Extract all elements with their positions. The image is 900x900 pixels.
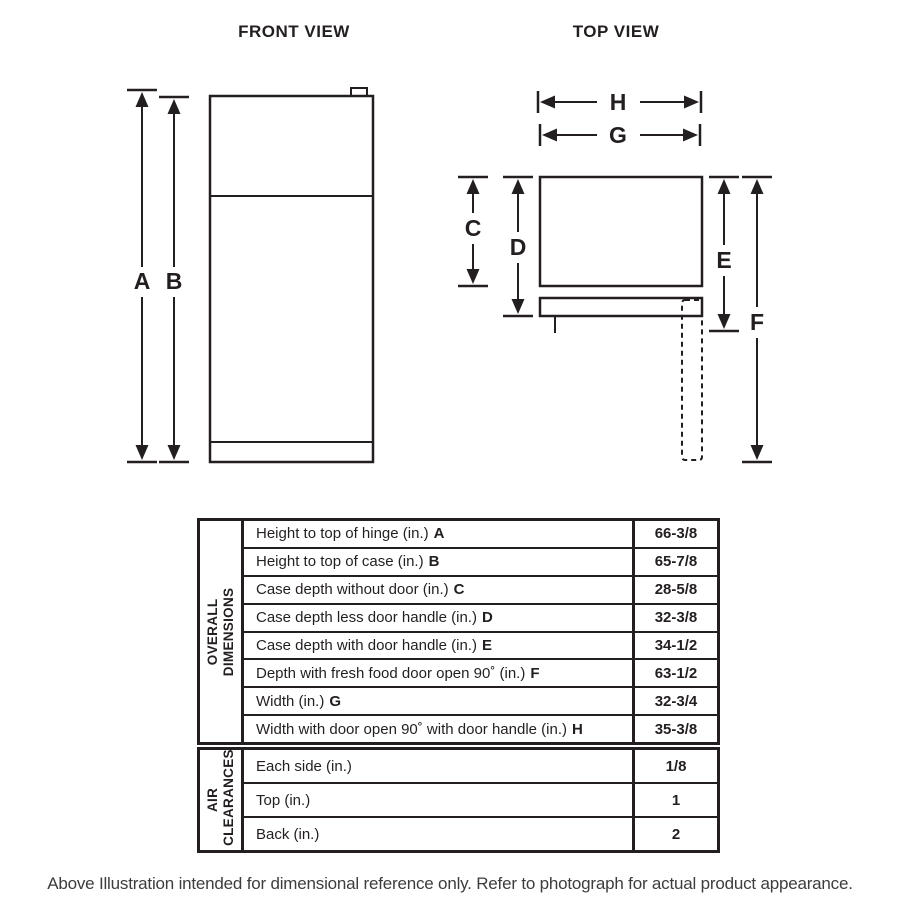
row-value: 63-1/2 [632, 660, 717, 686]
top-door-outline [540, 298, 702, 316]
row-value: 34-1/2 [632, 633, 717, 659]
dimension-e [709, 177, 739, 331]
row-value: 1/8 [632, 750, 717, 782]
dimension-c [458, 177, 488, 286]
row-letter: B [428, 553, 440, 571]
overall-dimensions-header [200, 521, 244, 742]
air-clearances-header [200, 750, 244, 850]
table-row [244, 818, 717, 850]
dimension-label-c: C [464, 215, 482, 241]
top-open-door-dashed [682, 300, 702, 460]
dimension-label-a: A [133, 268, 151, 294]
dimension-d [503, 177, 533, 316]
row-value: 35-3/8 [632, 716, 717, 742]
table-row [244, 549, 717, 577]
row-letter: D [481, 609, 493, 627]
row-letter: G [329, 692, 342, 710]
front-case-outline [210, 96, 373, 462]
front-view-drawing [210, 88, 373, 462]
table-row [244, 784, 717, 818]
row-label: Case depth less door handle (in.) [256, 609, 477, 627]
front-view-title: FRONT VIEW [238, 22, 350, 41]
row-letter: C [453, 581, 465, 599]
row-letter: F [530, 664, 540, 682]
overall-dimensions-section [197, 518, 720, 745]
spec-table [197, 518, 720, 853]
dimension-label-b: B [165, 268, 183, 294]
table-row [244, 660, 717, 688]
dimension-label-f: F [749, 309, 765, 335]
top-view-drawing [540, 177, 702, 460]
row-letter: A [433, 525, 445, 543]
row-label: Depth with fresh food door open 90˚ (in.) [256, 664, 526, 682]
table-row [244, 577, 717, 605]
row-value: 32-3/4 [632, 688, 717, 714]
dimension-label-h: H [609, 89, 627, 115]
table-row [244, 605, 717, 633]
footer-note: Above Illustration intended for dimensional reference only. Refer to photograph for actual product appearance. [47, 874, 853, 893]
row-label: Width with door open 90˚ with door handle (in.) [256, 720, 568, 738]
dimension-label-e: E [716, 247, 732, 273]
overall-dimensions-rows [244, 521, 717, 742]
row-letter: H [572, 720, 583, 738]
row-value: 65-7/8 [632, 549, 717, 575]
row-label: Back (in.) [256, 825, 320, 843]
row-label: Width (in.) [256, 692, 325, 710]
air-clearances-header-label: AIR CLEARANCES [204, 749, 236, 846]
overall-dimensions-header-label: OVERALL DIMENSIONS [204, 587, 236, 676]
row-label: Each side (in.) [256, 757, 352, 775]
dimension-a [127, 90, 157, 462]
dimension-label-g: G [609, 122, 627, 148]
dimension-g [540, 122, 700, 148]
row-label: Height to top of hinge (in.) [256, 525, 429, 543]
row-letter: E [481, 636, 492, 654]
dimension-label-d: D [509, 234, 527, 260]
table-row [244, 688, 717, 716]
row-label: Top (in.) [256, 791, 311, 809]
dimension-b [159, 97, 189, 462]
row-label: Height to top of case (in.) [256, 553, 424, 571]
dimension-h [538, 89, 701, 115]
dimension-f [742, 177, 772, 462]
table-row [244, 633, 717, 661]
row-value: 66-3/8 [632, 521, 717, 547]
table-row [244, 521, 717, 549]
row-label: Case depth without door (in.) [256, 581, 449, 599]
top-case-outline [540, 177, 702, 286]
air-clearances-section [197, 747, 720, 853]
row-label: Case depth with door handle (in.) [256, 636, 477, 654]
top-view-title: TOP VIEW [572, 22, 660, 41]
table-row [244, 716, 717, 742]
row-value: 2 [632, 818, 717, 850]
air-clearances-rows [244, 750, 717, 850]
row-value: 1 [632, 784, 717, 816]
row-value: 28-5/8 [632, 577, 717, 603]
table-row [244, 750, 717, 784]
row-value: 32-3/8 [632, 605, 717, 631]
